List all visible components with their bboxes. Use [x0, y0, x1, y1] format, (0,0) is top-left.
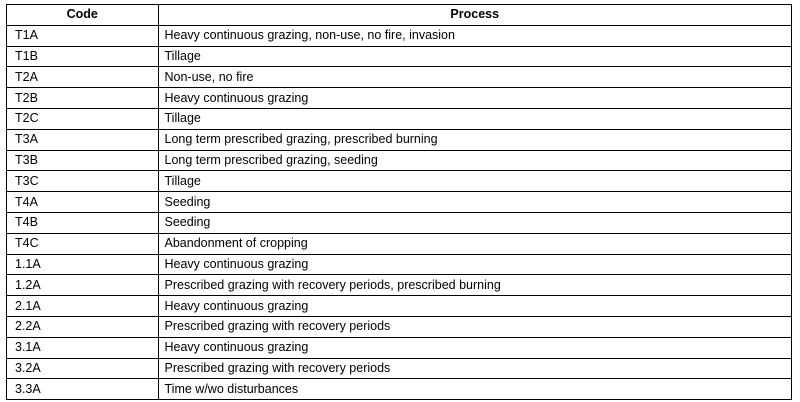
cell-code: T4A	[7, 192, 158, 213]
cell-code: T2C	[7, 108, 158, 129]
table-row	[7, 67, 791, 88]
table-header-row	[7, 5, 791, 25]
table-row	[7, 358, 791, 379]
cell-process: Heavy continuous grazing	[158, 88, 791, 109]
cell-code: 1.1A	[7, 254, 158, 275]
cell-process: Heavy continuous grazing	[158, 296, 791, 317]
cell-process: Prescribed grazing with recovery periods	[158, 358, 791, 379]
cell-process: Prescribed grazing with recovery periods	[158, 316, 791, 337]
table-row	[7, 129, 791, 150]
cell-code: 1.2A	[7, 275, 158, 296]
cell-code: 2.2A	[7, 316, 158, 337]
cell-process: Time w/wo disturbances	[158, 379, 791, 399]
cell-process: Tillage	[158, 171, 791, 192]
table-row	[7, 88, 791, 109]
cell-code: T4B	[7, 212, 158, 233]
table-row	[7, 379, 791, 399]
cell-process: Seeding	[158, 212, 791, 233]
column-header-process: Process	[158, 5, 791, 25]
cell-process: Heavy continuous grazing, non-use, no fire, invasion	[158, 25, 791, 46]
table-row	[7, 254, 791, 275]
table-row	[7, 233, 791, 254]
cell-process: Heavy continuous grazing	[158, 337, 791, 358]
cell-process: Tillage	[158, 46, 791, 67]
process-table	[7, 5, 791, 399]
table-row	[7, 212, 791, 233]
table-row	[7, 296, 791, 317]
table-row	[7, 25, 791, 46]
process-table-container	[6, 4, 792, 400]
cell-code: T3C	[7, 171, 158, 192]
cell-code: T1A	[7, 25, 158, 46]
cell-code: T2B	[7, 88, 158, 109]
cell-code: 3.3A	[7, 379, 158, 399]
cell-code: 3.2A	[7, 358, 158, 379]
cell-code: T3B	[7, 150, 158, 171]
cell-code: 2.1A	[7, 296, 158, 317]
cell-code: T2A	[7, 67, 158, 88]
table-row	[7, 337, 791, 358]
cell-process: Long term prescribed grazing, prescribed burning	[158, 129, 791, 150]
table-row	[7, 171, 791, 192]
cell-process: Tillage	[158, 108, 791, 129]
cell-process: Long term prescribed grazing, seeding	[158, 150, 791, 171]
cell-process: Non-use, no fire	[158, 67, 791, 88]
cell-code: T1B	[7, 46, 158, 67]
cell-process: Abandonment of cropping	[158, 233, 791, 254]
table-row	[7, 108, 791, 129]
column-header-code: Code	[7, 5, 158, 25]
table-row	[7, 275, 791, 296]
cell-process: Seeding	[158, 192, 791, 213]
table-row	[7, 192, 791, 213]
cell-process: Prescribed grazing with recovery periods, prescribed burning	[158, 275, 791, 296]
table-row	[7, 150, 791, 171]
cell-process: Heavy continuous grazing	[158, 254, 791, 275]
cell-code: T3A	[7, 129, 158, 150]
cell-code: 3.1A	[7, 337, 158, 358]
cell-code: T4C	[7, 233, 158, 254]
table-row	[7, 46, 791, 67]
table-row	[7, 316, 791, 337]
